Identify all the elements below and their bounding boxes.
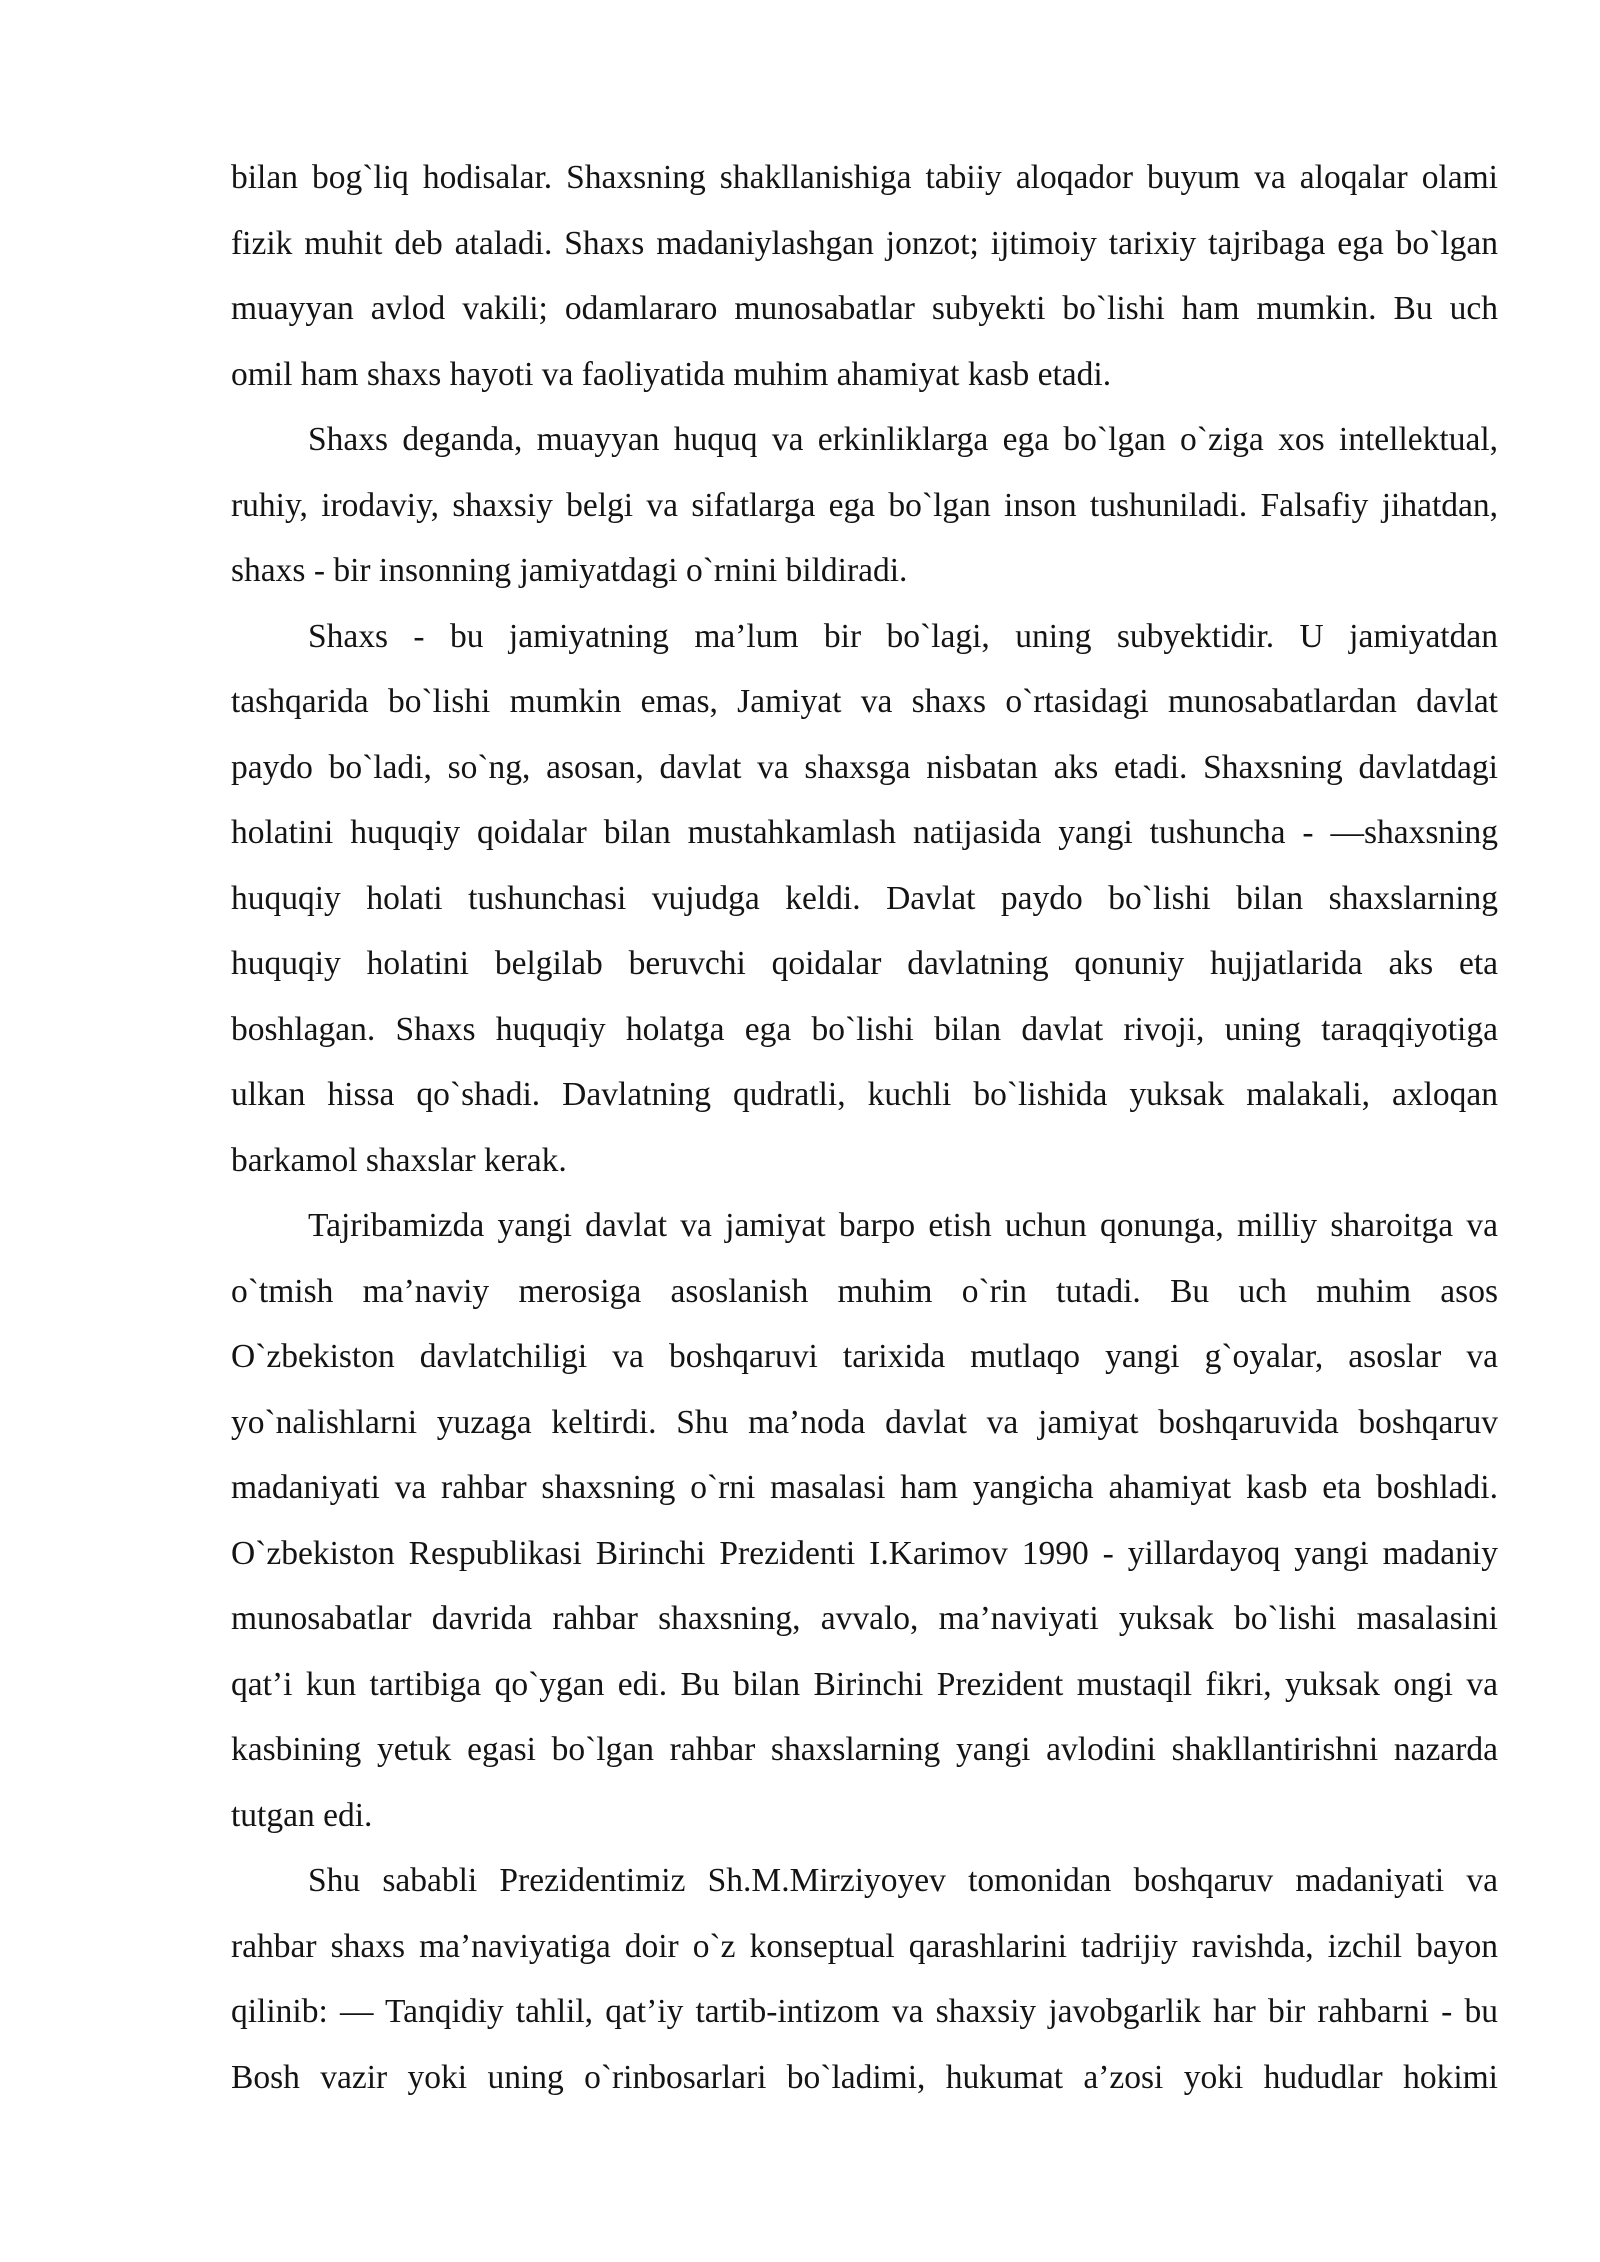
text-line: Bosh vazir yoki uning o`rinbosarlari bo`ladimi, hukumat a’zosi yoki hududlar hokimi — [231, 2058, 1498, 2096]
text-line: ulkan hissa qo`shadi. Davlatning qudratli, kuchli bo`lishida yuksak malakali, axloqan — [231, 1076, 1498, 1113]
paragraph — [231, 145, 1498, 407]
text-line: o`tmish ma’naviy merosiga asoslanish muhim o`rin tutadi. Bu uch muhim asos — [231, 1272, 1498, 1310]
text-line: munosabatlar davrida rahbar shaxsning, avvalo, ma’naviyati yuksak bo`lishi masalasini — [231, 1600, 1498, 1637]
text-line: Shu sababli Prezidentimiz Sh.M.Mirziyoyev tomonidan boshqaruv madaniyati va — [308, 1862, 1498, 1899]
paragraph — [231, 1848, 1498, 2110]
text-line: huquqiy holati tushunchasi vujudga keldi. Davlat paydo bo`lishi bilan shaxslarning — [231, 879, 1498, 917]
text-line: paydo bo`ladi, so`ng, asosan, davlat va shaxsga nisbatan aks etadi. Shaxsning davlatdagi — [231, 748, 1498, 786]
text-line: holatini huquqiy qoidalar bilan mustahkamlash natijasida yangi tushuncha - —shaxsning — [231, 814, 1498, 851]
text-line: rahbar shaxs ma’naviyatiga doir o`z konseptual qarashlarini tadrijiy ravishda, izchil bayon — [231, 1927, 1498, 1965]
text-line: fizik muhit deb ataladi. Shaxs madaniylashgan jonzot; ijtimoiy tarixiy tajribaga ega bo`lgan — [231, 224, 1498, 262]
text-line: shaxs - bir insonning jamiyatdagi o`rnini bildiradi. — [231, 552, 908, 589]
text-line: yo`nalishlarni yuzaga keltirdi. Shu ma’noda davlat va jamiyat boshqaruvida boshqaruv — [231, 1403, 1498, 1441]
text-line: muayyan avlod vakili; odamlararo munosabatlar subyekti bo`lishi ham mumkin. Bu uch — [231, 290, 1498, 327]
paragraph — [231, 1193, 1498, 1848]
text-line: madaniyati va rahbar shaxsning o`rni masalasi ham yangicha ahamiyat kasb eta boshladi. — [231, 1469, 1498, 1506]
text-line: Tajribamizda yangi davlat va jamiyat barpo etish uchun qonunga, milliy sharoitga va — [308, 1207, 1498, 1244]
text-line: ruhiy, irodaviy, shaxsiy belgi va sifatlarga ega bo`lgan inson tushuniladi. Falsafiy jihatdan, — [231, 486, 1498, 524]
body-text — [231, 145, 1498, 2110]
text-line: qat’i kun tartibiga qo`ygan edi. Bu bilan Birinchi Prezident mustaqil fikri, yuksak ongi va — [231, 1665, 1498, 1703]
text-line: omil ham shaxs hayoti va faoliyatida muhim ahamiyat kasb etadi. — [231, 355, 1112, 393]
text-line: tashqarida bo`lishi mumkin emas, Jamiyat va shaxs o`rtasidagi munosabatlardan davlat — [231, 683, 1498, 720]
text-line: Shaxs deganda, muayyan huquq va erkinliklarga ega bo`lgan o`ziga xos intellektual, — [308, 421, 1498, 458]
text-line: kasbining yetuk egasi bo`lgan rahbar shaxslarning yangi avlodini shakllantirishni nazarda — [231, 1731, 1498, 1768]
paragraph — [231, 604, 1498, 1194]
text-line: O`zbekiston Respublikasi Birinchi Prezidenti I.Karimov 1990 - yillardayoq yangi madaniy — [231, 1534, 1498, 1572]
text-line: qilinib: — Tanqidiy tahlil, qat’iy tartib-intizom va shaxsiy javobgarlik har bir rahbarni - bu — [231, 1993, 1498, 2030]
text-line: bilan bog`liq hodisalar. Shaxsning shakllanishiga tabiiy aloqador buyum va aloqalar olami — [231, 159, 1498, 196]
paragraph — [231, 407, 1498, 604]
text-line: Shaxs - bu jamiyatning ma’lum bir bo`lagi, uning subyektidir. U jamiyatdan — [308, 617, 1498, 655]
text-line: O`zbekiston davlatchiligi va boshqaruvi tarixida mutlaqo yangi g`oyalar, asoslar va — [231, 1338, 1498, 1375]
text-line: huquqiy holatini belgilab beruvchi qoidalar davlatning qonuniy hujjatlarida aks eta — [231, 945, 1498, 982]
text-line: barkamol shaxslar kerak. — [231, 1141, 567, 1179]
text-line: boshlagan. Shaxs huquqiy holatga ega bo`lishi bilan davlat rivoji, uning taraqqiyotiga — [231, 1010, 1498, 1048]
text-line: tutgan edi. — [231, 1796, 373, 1834]
